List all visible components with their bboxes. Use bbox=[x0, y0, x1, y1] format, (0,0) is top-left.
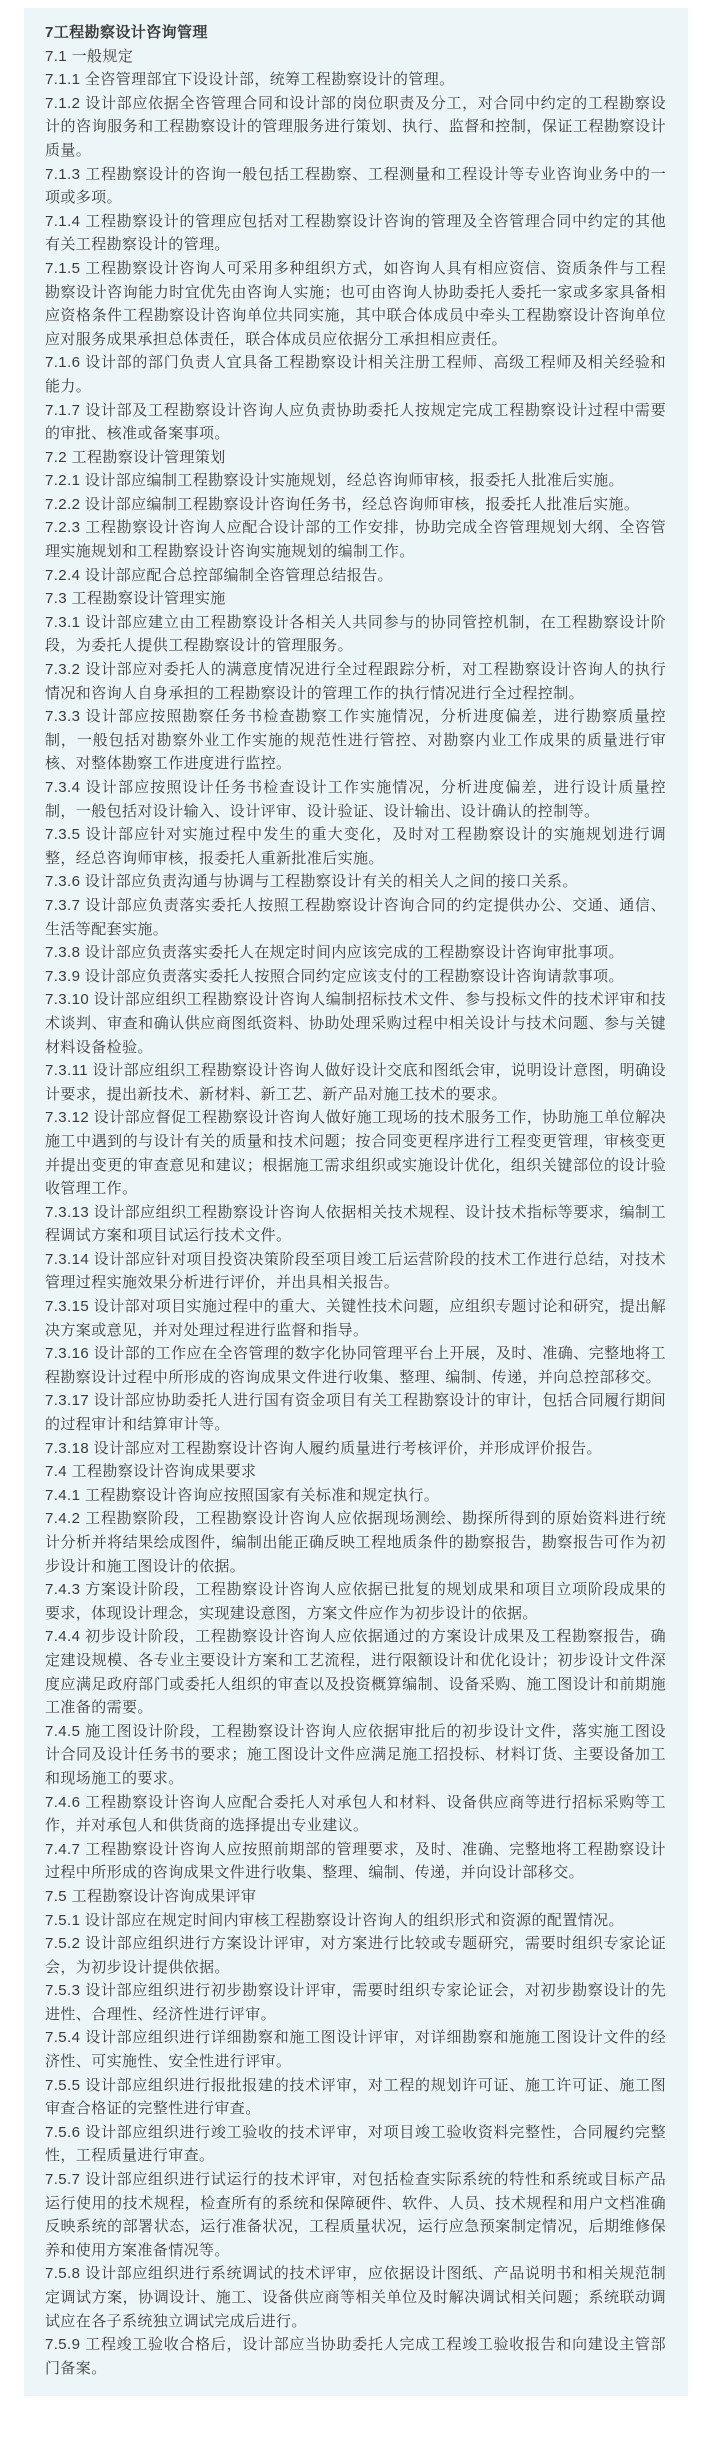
paragraph: 7.3.2 设计部应对委托人的满意度情况进行全过程跟踪分析，对工程勘察设计咨询人的执行情况和咨询人自身承担的工程勘察设计的管理工作的执行情况进行全过程控制。 bbox=[45, 661, 666, 702]
paragraph: 7.5.4 设计部应组织进行详细勘察和施工图设计评审，对详细勘察和施施工图设计文件的经济性、可实施性、安全性进行评审。 bbox=[45, 2029, 666, 2071]
paragraph: 7.4.7 工程勘察设计咨询人应按照前期部的管理要求，及时、准确、完整地将工程勘察设计过程中所形成的咨询成果文件进行收集、整理、编制、传递，并向设计部移交。 bbox=[45, 1840, 666, 1882]
paragraph: 7.2.3 工程勘察设计咨询人应配合设计部的工作安排，协助完成全咨管理规划大纲、全咨管理实施规划和工程勘察设计咨询实施规划的编制工作。 bbox=[45, 519, 666, 561]
paragraph: 7.3.13 设计部应组织工程勘察设计咨询人依据相关技术规程、设计技术指标等要求，编制工程调试方案和项目试运行技术文件。 bbox=[45, 1203, 666, 1245]
paragraph: 7.4.4 初步设计阶段，工程勘察设计咨询人应依据通过的方案设计成果及工程勘察报告，确定建设规模、各专业主要设计方案和工艺流程，进行限额设计和优化设计；初步设计文件深度应满足政府部门或委托人组织的审查以及投资概算编制、设备采购、施工图设计和前期施工准备的需要。 bbox=[45, 1628, 666, 1717]
paragraph: 7.3 工程勘察设计管理实施 bbox=[45, 590, 226, 608]
paragraph: 7.4.6 工程勘察设计咨询人应配合委托人对承包人和材料、设备供应商等进行招标采购等工作，并对承包人和供货商的选择提出专业建议。 bbox=[45, 1793, 666, 1835]
paragraph: 7.3.12 设计部应督促工程勘察设计咨询人做好施工现场的技术服务工作，协助施工单位解决施工中遇到的与设计有关的质量和技术问题；按合同变更程序进行工程变更管理，审核变更并提出变更的审查意见和建议；根据施工需求组织或实施设计优化，组织关键部位的设计验收管理工作。 bbox=[45, 1109, 666, 1198]
paragraph: 7.5.9 工程竣工验收合格后，设计部应当协助委托人完成工程竣工验收报告和向建设主管部门备案。 bbox=[45, 2336, 666, 2377]
paragraph: 7.3.17 设计部应协助委托人进行国有资金项目有关工程勘察设计的审计，包括合同履行期间的过程审计和结算审计等。 bbox=[45, 1392, 666, 1434]
document-panel bbox=[24, 8, 688, 2396]
paragraph: 7.4 工程勘察设计咨询成果要求 bbox=[45, 1463, 257, 1481]
paragraph: 7.3.4 设计部应按照设计任务书检查设计工作实施情况，分析进度偏差，进行设计质量控制，一般包括对设计输入、设计评审、设计验证、设计输出、设计确认的控制等。 bbox=[45, 779, 666, 820]
page bbox=[0, 8, 709, 2459]
paragraph: 7.5.2 设计部应组织进行方案设计评审，对方案进行比较或专题研究，需要时组织专家论证会，为初步设计提供依据。 bbox=[45, 1935, 666, 1976]
paragraph: 7.1.3 工程勘察设计的咨询一般包括工程勘察、工程测量和工程设计等专业咨询业务中的一项或多项。 bbox=[45, 165, 666, 207]
paragraph: 7.3.18 设计部应对工程勘察设计咨询人履约质量进行考核评价，并形成评价报告。 bbox=[45, 1439, 602, 1457]
paragraph: 7.1.6 设计部的部门负责人宜具备工程勘察设计相关注册工程师、高级工程师及相关经验和能力。 bbox=[45, 354, 666, 395]
paragraph: 7.5 工程勘察设计咨询成果评审 bbox=[45, 1887, 257, 1905]
document-title: 7工程勘察设计咨询管理 bbox=[45, 24, 208, 41]
paragraph: 7.3.14 设计部应针对项目投资决策阶段至项目竣工后运营阶段的技术工作进行总结，对技术管理过程实施效果分析进行评价，并出具相关报告。 bbox=[45, 1250, 666, 1292]
paragraph: 7.3.10 设计部应组织工程勘察设计咨询人编制招标技术文件、参与投标文件的技术评审和技术谈判、审查和确认供应商图纸资料、协助处理采购过程中相关设计与技术问题、参与关键材料设备检验。 bbox=[45, 991, 666, 1056]
paragraph: 7.3.16 设计部的工作应在全咨管理的数字化协同管理平台上开展，及时、准确、完整地将工程勘察设计过程中所形成的咨询成果文件进行收集、整理、编制、传递，并向总控部移交。 bbox=[45, 1345, 666, 1386]
paragraph: 7.3.5 设计部应针对实施过程中发生的重大变化，及时对工程勘察设计的实施规划进行调整，经总咨询师审核，报委托人重新批准后实施。 bbox=[45, 826, 666, 867]
paragraph: 7.1.7 设计部及工程勘察设计咨询人应负责协助委托人按规定完成工程勘察设计过程中需要的审批、核准或备案事项。 bbox=[45, 401, 666, 443]
paragraph: 7.3.1 设计部应建立由工程勘察设计各相关人共同参与的协同管控机制，在工程勘察设计阶段，为委托人提供工程勘察设计的管理服务。 bbox=[45, 613, 666, 655]
paragraph: 7.3.9 设计部应负责落实委托人按照合同约定应该支付的工程勘察设计咨询请款事项。 bbox=[45, 967, 624, 985]
paragraph: 7.3.7 设计部应负责落实委托人按照工程勘察设计咨询合同的约定提供办公、交通、通信、生活等配套实施。 bbox=[45, 896, 666, 938]
paragraph: 7.1 一般规定 bbox=[45, 47, 134, 65]
paragraph: 7.5.6 设计部应组织进行竣工验收的技术评审，对项目竣工验收资料完整性，合同履约完整性，工程质量进行审查。 bbox=[45, 2123, 666, 2165]
paragraph: 7.3.6 设计部应负责沟通与协调与工程勘察设计有关的相关人之间的接口关系。 bbox=[45, 873, 578, 891]
paragraph: 7.2.2 设计部应编制工程勘察设计咨询任务书，经总咨询师审核，报委托人批准后实施。 bbox=[45, 495, 640, 513]
paragraph: 7.5.7 设计部应组织进行试运行的技术评审，对包括检查实际系统的特性和系统或目标产品运行使用的技术规程，检查所有的系统和保障硬件、软件、人员、技术规程和用户文档准确反映系统的部署状态，运行准备状况，工程质量状况，运行应急预案制定情况，后期维修保养和使用方案准备情况等。 bbox=[45, 2171, 666, 2259]
paragraph: 7.4.1 工程勘察设计咨询应按照国家有关标准和规定执行。 bbox=[45, 1486, 440, 1504]
paragraph: 7.3.11 设计部应组织工程勘察设计咨询人做好设计交底和图纸会审，说明设计意图，明确设计要求，提出新技术、新材料、新工艺、新产品对施工技术的要求。 bbox=[45, 1062, 666, 1103]
paragraph: 7.1.2 设计部应依据全咨管理合同和设计部的岗位职责及分工，对合同中约定的工程勘察设计的咨询服务和工程勘察设计的管理服务进行策划、执行、监督和控制，保证工程勘察设计质量。 bbox=[45, 94, 666, 159]
paragraph: 7.2.4 设计部应配合总控部编制全咨管理总结报告。 bbox=[45, 566, 393, 584]
paragraph: 7.1.1 全咨管理部宜下设设计部，统筹工程勘察设计的管理。 bbox=[45, 71, 455, 89]
paragraph: 7.5.8 设计部应组织进行系统调试的技术评审，应依据设计图纸、产品说明书和相关规范制定调试方案，协调设计、施工、设备供应商等相关单位及时解决调试相关问题；系统联动调试应在各子系统独立调试完成后进行。 bbox=[45, 2265, 666, 2330]
paragraph: 7.4.5 施工图设计阶段，工程勘察设计咨询人应依据审批后的初步设计文件，落实施工图设计合同及设计任务书的要求；施工图设计文件应满足施工招投标、材料订货、主要设备加工和现场施工的要求。 bbox=[45, 1722, 666, 1787]
paragraph: 7.2 工程勘察设计管理策划 bbox=[45, 448, 226, 466]
paragraph: 7.5.1 设计部应在规定时间内审核工程勘察设计咨询人的组织形式和资源的配置情况。 bbox=[45, 1911, 624, 1929]
paragraph: 7.3.3 设计部应按照勘察任务书检查勘察工作实施情况，分析进度偏差，进行勘察质量控制，一般包括对勘察外业工作实施的规范性进行管控、对勘察内业工作成果的质量进行审核、对整体勘察工作进度进行监控。 bbox=[45, 708, 666, 773]
paragraph: 7.2.1 设计部应编制工程勘察设计实施规划，经总咨询师审核，报委托人批准后实施。 bbox=[45, 472, 624, 490]
paragraph: 7.5.3 设计部应组织进行初步勘察设计评审，需要时组织专家论证会，对初步勘察设计的先进性、合理性、经济性进行评审。 bbox=[45, 1982, 666, 2023]
paragraph-list bbox=[45, 45, 666, 2381]
paragraph: 7.5.5 设计部应组织进行报批报建的技术评审，对工程的规划许可证、施工许可证、施工图审查合格证的完整性进行审查。 bbox=[45, 2076, 666, 2118]
paragraph: 7.4.3 方案设计阶段，工程勘察设计咨询人应依据已批复的规划成果和项目立项阶段成果的要求，体现设计理念，实现建设意图，方案文件应作为初步设计的依据。 bbox=[45, 1581, 666, 1622]
paragraph: 7.3.15 设计部对项目实施过程中的重大、关键性技术问题，应组织专题讨论和研究，提出解决方案或意见，并对处理过程进行监督和指导。 bbox=[45, 1298, 666, 1339]
paragraph: 7.3.8 设计部应负责落实委托人在规定时间内应该完成的工程勘察设计咨询审批事项。 bbox=[45, 944, 624, 962]
paragraph: 7.1.5 工程勘察设计咨询人可采用多种组织方式，如咨询人具有相应资信、资质条件与工程勘察设计咨询能力时宜优先由咨询人实施；也可由咨询人协助委托人委托一家或多家具备相应资格条件工程勘察设计咨询单位共同实施，其中联合体成员中牵头工程勘察设计咨询单位应对服务成果承担总体责任，联合体成员应依据分工承担相应责任。 bbox=[45, 259, 666, 348]
paragraph: 7.1.4 工程勘察设计的管理应包括对工程勘察设计咨询的管理及全咨管理合同中约定的其他有关工程勘察设计的管理。 bbox=[45, 212, 666, 254]
paragraph: 7.4.2 工程勘察阶段，工程勘察设计咨询人应依据现场测绘、勘探所得到的原始资料进行统计分析并将结果绘成图件，编制出能正确反映工程地质条件的勘察报告，勘察报告可作为初步设计和施工图设计的依据。 bbox=[45, 1510, 666, 1575]
